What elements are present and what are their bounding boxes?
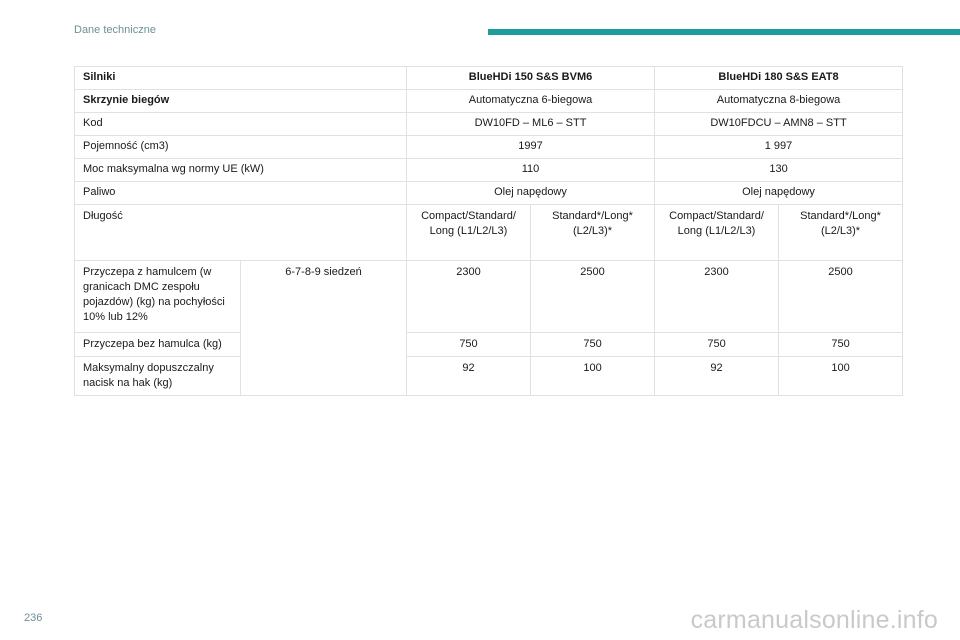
code-1: DW10FD – ML6 – STT bbox=[407, 113, 655, 136]
engine-spec-table bbox=[74, 66, 903, 396]
engine-2-name: BlueHDi 180 S&S EAT8 bbox=[655, 67, 903, 90]
gearbox-label: Skrzynie biegów bbox=[75, 90, 407, 113]
power-1: 110 bbox=[407, 159, 655, 182]
hook-load-label: Maksymalny dopuszczalny nacisk na hak (kg) bbox=[75, 357, 241, 396]
length-value: Compact/Standard/ Long (L1/L2/L3) bbox=[407, 205, 531, 261]
hook-load-value: 92 bbox=[655, 357, 779, 396]
unbraked-trailer-value: 750 bbox=[779, 333, 903, 357]
braked-trailer-value: 2500 bbox=[531, 261, 655, 333]
braked-trailer-value: 2500 bbox=[779, 261, 903, 333]
hook-load-value: 92 bbox=[407, 357, 531, 396]
gearbox-1: Automatyczna 6-biegowa bbox=[407, 90, 655, 113]
hook-load-value: 100 bbox=[779, 357, 903, 396]
braked-trailer-label: Przyczepa z hamulcem (w granicach DMC zespołu pojazdów) (kg) na pochyłości 10% lub 12% bbox=[75, 261, 241, 333]
watermark: carmanualsonline.info bbox=[690, 606, 938, 634]
code-label: Kod bbox=[75, 113, 407, 136]
gearbox-2: Automatyczna 8-biegowa bbox=[655, 90, 903, 113]
table-row-braked-trailer bbox=[75, 261, 903, 333]
fuel-2: Olej napędowy bbox=[655, 182, 903, 205]
code-2: DW10FDCU – AMN8 – STT bbox=[655, 113, 903, 136]
capacity-2: 1 997 bbox=[655, 136, 903, 159]
power-2: 130 bbox=[655, 159, 903, 182]
header-accent-bar bbox=[488, 29, 960, 35]
unbraked-trailer-value: 750 bbox=[655, 333, 779, 357]
table-row-engines bbox=[75, 67, 903, 90]
table-row-capacity bbox=[75, 136, 903, 159]
table-row-unbraked-trailer bbox=[75, 333, 903, 357]
capacity-1: 1997 bbox=[407, 136, 655, 159]
fuel-label: Paliwo bbox=[75, 182, 407, 205]
length-value: Standard*/Long* (L2/L3)* bbox=[531, 205, 655, 261]
hook-load-value: 100 bbox=[531, 357, 655, 396]
braked-trailer-value: 2300 bbox=[655, 261, 779, 333]
table-row-hook-load bbox=[75, 357, 903, 396]
page-number: 236 bbox=[24, 612, 43, 624]
unbraked-trailer-label: Przyczepa bez hamulca (kg) bbox=[75, 333, 241, 357]
power-label: Moc maksymalna wg normy UE (kW) bbox=[75, 159, 407, 182]
length-value: Standard*/Long* (L2/L3)* bbox=[779, 205, 903, 261]
unbraked-trailer-value: 750 bbox=[531, 333, 655, 357]
table-row-gearbox bbox=[75, 90, 903, 113]
table-row-power bbox=[75, 159, 903, 182]
fuel-1: Olej napędowy bbox=[407, 182, 655, 205]
length-value: Compact/Standard/ Long (L1/L2/L3) bbox=[655, 205, 779, 261]
table-row-fuel bbox=[75, 182, 903, 205]
capacity-label: Pojemność (cm3) bbox=[75, 136, 407, 159]
table-row-length bbox=[75, 205, 903, 261]
length-label: Długość bbox=[75, 205, 407, 261]
section-title: Dane techniczne bbox=[74, 24, 156, 36]
engine-1-name: BlueHDi 150 S&S BVM6 bbox=[407, 67, 655, 90]
unbraked-trailer-value: 750 bbox=[407, 333, 531, 357]
engines-label: Silniki bbox=[75, 67, 407, 90]
braked-trailer-value: 2300 bbox=[407, 261, 531, 333]
table-row-code bbox=[75, 113, 903, 136]
seats-label: 6-7-8-9 siedzeń bbox=[241, 261, 407, 396]
